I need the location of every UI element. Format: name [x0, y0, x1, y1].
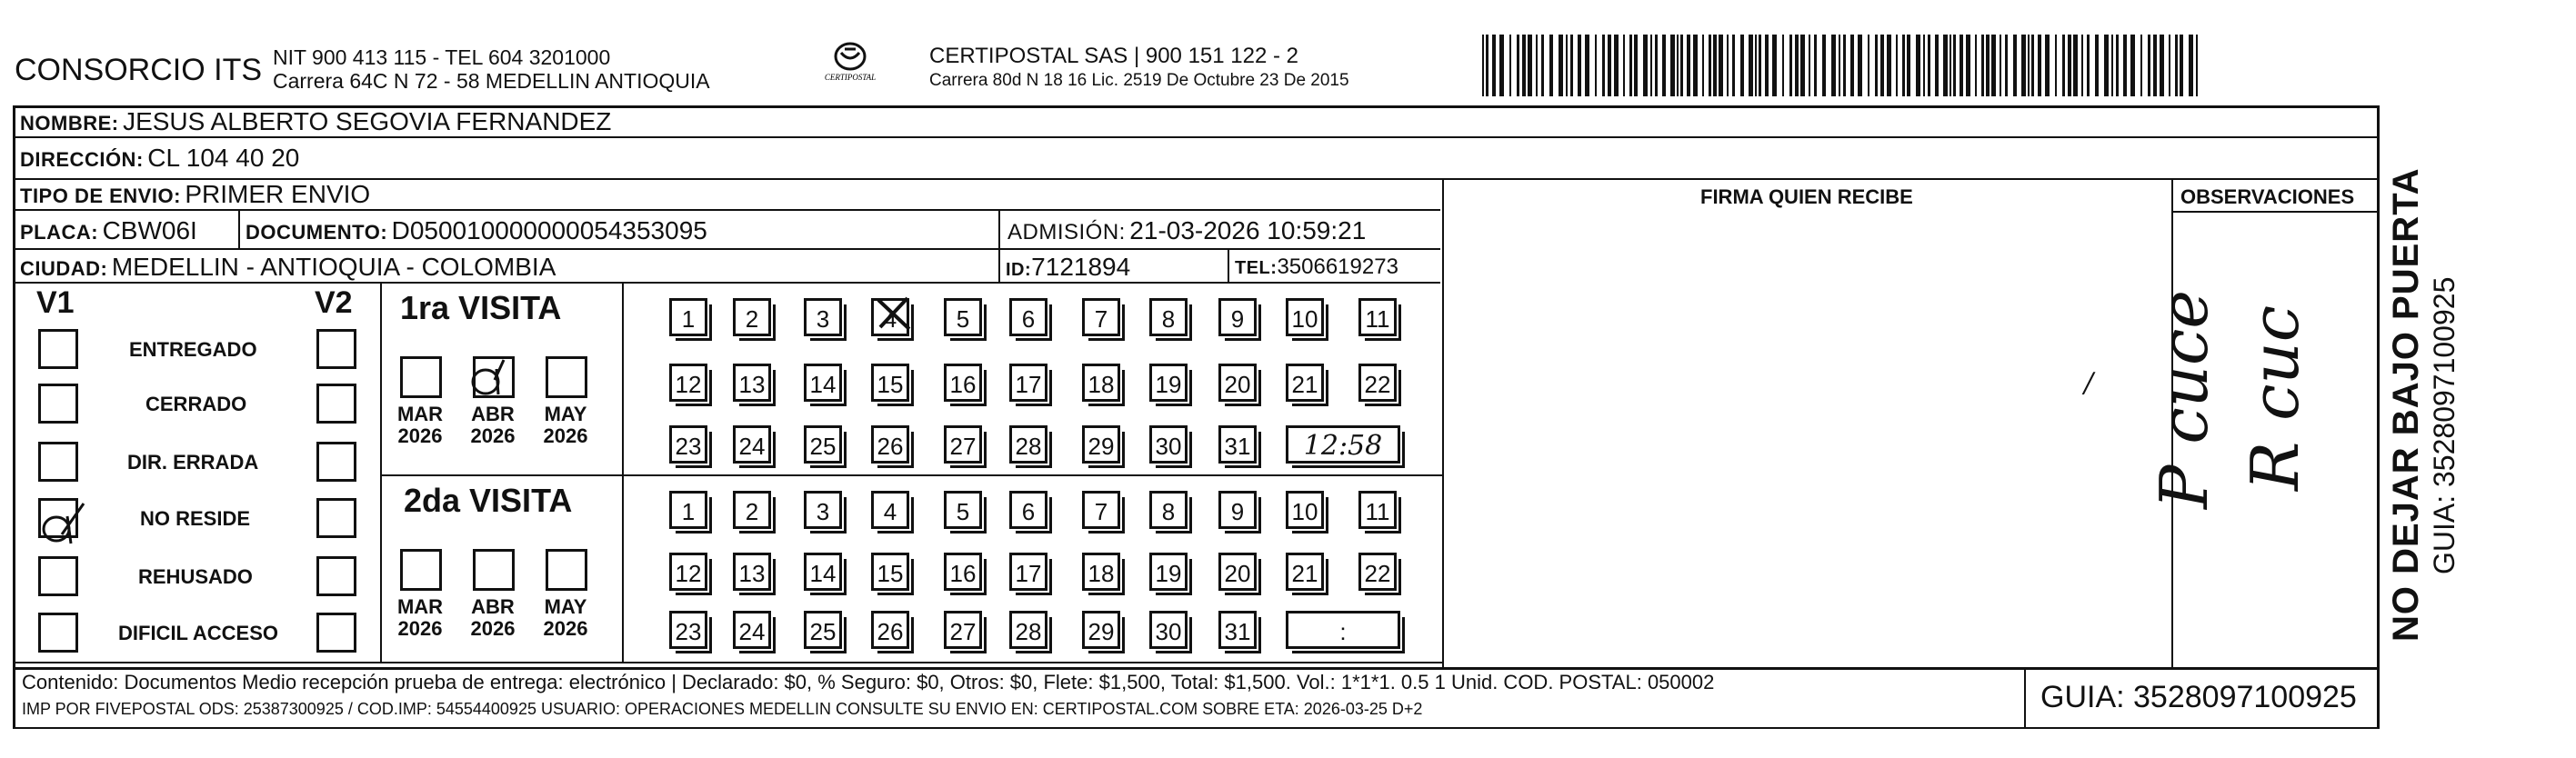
barcode-bar	[1800, 35, 1805, 96]
barcode-bar	[2196, 35, 2198, 96]
barcode-bar	[1916, 35, 1920, 96]
barcode-bar	[1765, 35, 1769, 96]
observaciones-header: OBSERVACIONES	[2180, 185, 2355, 208]
april-handwritten-mark-icon	[464, 353, 518, 404]
barcode-bar	[2104, 35, 2109, 96]
second-day-30[interactable]: 30	[1149, 611, 1188, 649]
first-month-label-2: MAY	[544, 403, 587, 425]
barcode-bar	[1702, 35, 1704, 96]
barcode-bar	[1966, 35, 1970, 96]
second-day-6[interactable]: 6	[1009, 491, 1047, 529]
second-day-10[interactable]: 10	[1286, 491, 1324, 529]
barcode-bar	[1585, 35, 1589, 96]
observaciones-handwriting-2: R cuc	[2237, 304, 2313, 491]
footer-contenido: Contenido: Documentos Medio recepción prueba de entrega: electrónico | Declarado: $0, % Seguro: $0, Otros: $0, Flete: $1,500, Total: $1,500. Vol.: 1*1*1. 0.5 1 Unid. COD. POSTAL: 050002	[22, 671, 1715, 693]
documento-label: DOCUMENTO:	[246, 221, 388, 244]
second-visit-title: 2da VISITA	[404, 482, 573, 519]
ciudad-row	[20, 253, 556, 282]
certipostal-logo-icon	[814, 40, 887, 91]
first-day-31[interactable]: 31	[1218, 425, 1257, 464]
v2-label: V2	[315, 285, 353, 320]
day-4-cross-mark-icon	[871, 293, 917, 336]
status-label-1: CERRADO	[145, 393, 247, 415]
rule-r5	[13, 282, 1440, 284]
barcode-bar	[1986, 35, 1990, 96]
status-label-2: DIR. ERRADA	[127, 451, 259, 474]
first-day-1[interactable]: 1	[669, 298, 707, 336]
barcode-bar	[1549, 35, 1553, 96]
second-day-31[interactable]: 31	[1218, 611, 1257, 649]
barcode-bar	[2189, 35, 2193, 96]
barcode-bar	[1719, 35, 1723, 96]
barcode-bar	[1517, 35, 1519, 96]
footer-imp: IMP POR FIVEPOSTAL ODS: 25387300925 / COD.IMP: 54554400925 USUARIO: OPERACIONES MEDELLIN CONSULTE SU ENVIO EN: CERTIPOSTAL.COM SOBRE ETA: 2026-03-25 D+2	[22, 700, 1423, 718]
barcode-bar	[1772, 35, 1777, 96]
barcode-bar	[2000, 35, 2001, 96]
barcode-bar	[1670, 35, 1675, 96]
barcode-bar	[1662, 35, 1666, 96]
second-day-1[interactable]: 1	[669, 491, 707, 529]
rule-footer-top	[13, 662, 1442, 663]
barcode-bar	[1492, 35, 1496, 96]
v1-checkbox-4[interactable]	[38, 556, 78, 596]
barcode-bar	[1923, 35, 1925, 96]
first-day-14[interactable]: 14	[804, 364, 842, 402]
barcode-icon	[1482, 35, 2205, 96]
v1-checkbox-0[interactable]	[38, 329, 78, 369]
barcode-bar	[1614, 35, 1619, 96]
status-label-0: ENTREGADO	[129, 338, 257, 361]
barcode-bar	[2081, 35, 2083, 96]
v2-checkbox-3[interactable]	[316, 498, 356, 538]
barcode-bar	[1814, 35, 1817, 96]
barcode-bar	[1795, 35, 1799, 96]
barcode-bar	[1623, 35, 1625, 96]
guia-vertical: GUIA: 3528097100925	[2428, 276, 2461, 574]
first-day-2[interactable]: 2	[733, 298, 771, 336]
barcode-bar	[1749, 35, 1753, 96]
barcode-bar	[2095, 35, 2099, 96]
rule-admision	[998, 211, 1000, 282]
barcode-bar	[1713, 35, 1717, 96]
barcode-bar	[1536, 35, 1538, 96]
barcode-bar	[1655, 35, 1658, 96]
second-day-24[interactable]: 24	[733, 611, 771, 649]
barcode-bar	[2031, 35, 2034, 96]
first-time-box[interactable]: 12:58	[1286, 425, 1400, 464]
barcode	[1482, 35, 2205, 96]
second-month-box-0[interactable]	[400, 549, 442, 591]
placa-value: CBW06I	[102, 216, 197, 244]
second-day-4[interactable]: 4	[871, 491, 909, 529]
barcode-bar	[1528, 35, 1532, 96]
second-day-8[interactable]: 8	[1149, 491, 1188, 529]
barcode-bar	[1960, 35, 1963, 96]
barcode-bar	[1559, 35, 1563, 96]
barcode-bar	[2028, 35, 2030, 96]
second-day-22[interactable]: 22	[1358, 553, 1397, 591]
nombre-label: NOMBRE:	[20, 112, 119, 135]
rule-footer-right	[2377, 667, 2380, 729]
barcode-bar	[1880, 35, 1884, 96]
placa-label: PLACA:	[20, 221, 99, 244]
no-reside-check-mark-icon	[35, 498, 93, 549]
placa-row	[20, 216, 197, 245]
rule-r4	[13, 248, 1440, 250]
barcode-bar	[1643, 35, 1648, 96]
firma-stray-mark: /	[2084, 367, 2094, 399]
certipostal-logo	[814, 40, 887, 91]
company-nit: NIT 900 413 115 - TEL 604 3201000	[273, 45, 611, 69]
no-dejar-bajo-puerta: NO DEJAR BAJO PUERTA	[2386, 167, 2426, 642]
second-day-26[interactable]: 26	[871, 611, 909, 649]
first-day-24[interactable]: 24	[733, 425, 771, 464]
barcode-bar	[1486, 35, 1488, 96]
tel-label: TEL:	[1235, 258, 1278, 278]
admision-value: 21-03-2026 10:59:21	[1129, 216, 1367, 244]
first-day-5[interactable]: 5	[944, 298, 982, 336]
barcode-bar	[1634, 35, 1638, 96]
documento-value: D050010000000054353095	[391, 216, 707, 244]
barcode-bar	[2013, 35, 2017, 96]
nombre-value: JESUS ALBERTO SEGOVIA FERNANDEZ	[123, 107, 612, 135]
barcode-bar	[1740, 35, 1744, 96]
first-day-20[interactable]: 20	[1218, 364, 1257, 402]
documento-row	[246, 216, 707, 245]
barcode-bar	[1928, 35, 1930, 96]
second-day-29[interactable]: 29	[1082, 611, 1120, 649]
barcode-bar	[2062, 35, 2065, 96]
v1-checkbox-1[interactable]	[38, 384, 78, 424]
barcode-bar	[1578, 35, 1581, 96]
first-month-label-0: MAR	[396, 403, 444, 425]
barcode-bar	[1782, 35, 1784, 96]
barcode-bar	[2005, 35, 2008, 96]
v2-checkbox-2[interactable]	[316, 442, 356, 482]
barcode-bar	[1732, 35, 1735, 96]
rule-footer-bottom	[13, 727, 2380, 729]
barcode-bar	[1727, 35, 1729, 96]
second-month-label-1: ABR	[471, 595, 515, 618]
v2-checkbox-5[interactable]	[316, 613, 356, 653]
first-day-10[interactable]: 10	[1286, 298, 1324, 336]
barcode-bar	[1595, 35, 1597, 96]
barcode-bar	[2123, 35, 2127, 96]
barcode-bar	[1975, 35, 1977, 96]
status-label-4: REHUSADO	[138, 565, 253, 588]
first-month-box-0[interactable]	[400, 356, 442, 398]
barcode-bar	[1935, 35, 1939, 96]
second-day-25[interactable]: 25	[804, 611, 842, 649]
barcode-bar	[2180, 35, 2183, 96]
v2-checkbox-0[interactable]	[316, 329, 356, 369]
v2-checkbox-1[interactable]	[316, 384, 356, 424]
barcode-bar	[1858, 35, 1862, 96]
barcode-bar	[2153, 35, 2157, 96]
barcode-bar	[2140, 35, 2142, 96]
second-month-box-2[interactable]	[546, 549, 587, 591]
first-day-23[interactable]: 23	[669, 425, 707, 464]
carrier-address: Carrera 80d N 18 16 Lic. 2519 De Octubre 23 De 2015	[929, 71, 1349, 90]
barcode-bar	[1522, 35, 1526, 96]
barcode-bar	[1709, 35, 1711, 96]
first-day-3[interactable]: 3	[804, 298, 842, 336]
id-label: ID:	[1006, 260, 1032, 280]
barcode-bar	[2087, 35, 2090, 96]
first-month-year-1: 2026	[470, 424, 516, 447]
rule-left	[13, 105, 15, 669]
observaciones-handwriting-1: P cuce	[2146, 290, 2222, 509]
first-day-19[interactable]: 19	[1149, 364, 1188, 402]
rule-placa	[238, 211, 240, 248]
barcode-bar	[1850, 35, 1854, 96]
barcode-bar	[1608, 35, 1611, 96]
first-visit-title: 1ra VISITA	[400, 289, 562, 326]
barcode-bar	[1650, 35, 1652, 96]
company-address: Carrera 64C N 72 - 58 MEDELLIN ANTIOQUIA	[273, 69, 710, 93]
direccion-row	[20, 144, 299, 173]
rule-footer-guia	[2024, 667, 2026, 729]
barcode-bar	[1759, 35, 1761, 96]
second-day-3[interactable]: 3	[804, 491, 842, 529]
barcode-bar	[2130, 35, 2135, 96]
second-day-16[interactable]: 16	[944, 553, 982, 591]
barcode-bar	[1907, 35, 1910, 96]
barcode-bar	[2175, 35, 2178, 96]
first-month-box-2[interactable]	[546, 356, 587, 398]
second-month-box-1[interactable]	[473, 549, 515, 591]
barcode-bar	[1943, 35, 1948, 96]
barcode-bar	[1693, 35, 1698, 96]
footer-guia: GUIA: 3528097100925	[2040, 680, 2357, 714]
barcode-bar	[1887, 35, 1891, 96]
first-day-16[interactable]: 16	[944, 364, 982, 402]
rule-footer-left	[13, 667, 15, 729]
rule-firma-left	[1442, 178, 1444, 667]
barcode-bar	[2148, 35, 2150, 96]
barcode-bar	[1755, 35, 1757, 96]
second-day-15[interactable]: 15	[871, 553, 909, 591]
barcode-bar	[2073, 35, 2078, 96]
tel-row	[1235, 254, 1398, 280]
id-row	[1006, 253, 1130, 282]
barcode-bar	[1981, 35, 1984, 96]
first-day-27[interactable]: 27	[944, 425, 982, 464]
second-day-21[interactable]: 21	[1286, 553, 1324, 591]
first-day-13[interactable]: 13	[733, 364, 771, 402]
direccion-value: CL 104 40 20	[147, 144, 300, 172]
rule-obs	[2171, 211, 2377, 213]
second-time-box[interactable]: :	[1286, 611, 1400, 649]
second-day-2[interactable]: 2	[733, 491, 771, 529]
barcode-bar	[1509, 35, 1511, 96]
barcode-bar	[1902, 35, 1905, 96]
barcode-bar	[1839, 35, 1840, 96]
carrier-name: CERTIPOSTAL SAS | 900 151 122 - 2	[929, 44, 1298, 68]
second-day-17[interactable]: 17	[1009, 553, 1047, 591]
tipo-value: PRIMER ENVIO	[185, 180, 371, 208]
barcode-bar	[2116, 35, 2119, 96]
tel-value: 3506619273	[1277, 254, 1398, 279]
rule-r3	[13, 209, 1440, 211]
rule-visits-split	[380, 474, 1442, 476]
rule-right	[2377, 105, 2380, 669]
second-day-5[interactable]: 5	[944, 491, 982, 529]
barcode-bar	[1896, 35, 1898, 96]
second-day-7[interactable]: 7	[1082, 491, 1120, 529]
barcode-bar	[1991, 35, 1996, 96]
first-day-21[interactable]: 21	[1286, 364, 1324, 402]
barcode-bar	[1566, 35, 1568, 96]
barcode-bar	[1677, 35, 1679, 96]
first-day-26[interactable]: 26	[871, 425, 909, 464]
barcode-bar	[2045, 35, 2050, 96]
first-day-8[interactable]: 8	[1149, 298, 1188, 336]
first-day-22[interactable]: 22	[1358, 364, 1397, 402]
second-day-18[interactable]: 18	[1082, 553, 1120, 591]
id-value: 7121894	[1031, 253, 1131, 281]
status-label-3: NO RESIDE	[140, 507, 251, 530]
v1-label: V1	[36, 285, 75, 320]
first-day-30[interactable]: 30	[1149, 425, 1188, 464]
barcode-bar	[1789, 35, 1792, 96]
rule-r1	[13, 136, 2377, 138]
status-label-5: DIFICIL ACCESO	[118, 622, 279, 644]
ciudad-label: CIUDAD:	[20, 257, 108, 280]
second-month-year-0: 2026	[397, 617, 443, 640]
first-day-4[interactable]: 4	[871, 298, 909, 336]
ciudad-value: MEDELLIN - ANTIOQUIA - COLOMBIA	[111, 253, 556, 281]
second-day-13[interactable]: 13	[733, 553, 771, 591]
first-day-28[interactable]: 28	[1009, 425, 1047, 464]
barcode-bar	[2055, 35, 2057, 96]
barcode-bar	[2160, 35, 2164, 96]
first-day-6[interactable]: 6	[1009, 298, 1047, 336]
nombre-row	[20, 107, 611, 136]
barcode-bar	[2038, 35, 2041, 96]
second-day-11[interactable]: 11	[1358, 491, 1397, 529]
second-month-label-2: MAY	[544, 595, 587, 618]
v1-checkbox-2[interactable]	[38, 442, 78, 482]
first-day-7[interactable]: 7	[1082, 298, 1120, 336]
barcode-bar	[1629, 35, 1632, 96]
tipo-row	[20, 180, 370, 209]
barcode-bar	[2021, 35, 2026, 96]
first-day-12[interactable]: 12	[669, 364, 707, 402]
barcode-bar	[1482, 35, 1484, 96]
barcode-bar	[1570, 35, 1573, 96]
admision-label: ADMISIÓN:	[1007, 220, 1126, 244]
barcode-bar	[1687, 35, 1690, 96]
second-month-label-0: MAR	[396, 595, 444, 618]
firma-header: FIRMA QUIEN RECIBE	[1700, 185, 1913, 208]
barcode-bar	[1868, 35, 1869, 96]
second-day-14[interactable]: 14	[804, 553, 842, 591]
first-day-11[interactable]: 11	[1358, 298, 1397, 336]
barcode-bar	[1680, 35, 1683, 96]
second-month-year-1: 2026	[470, 617, 516, 640]
second-day-9[interactable]: 9	[1218, 491, 1257, 529]
barcode-bar	[1822, 35, 1826, 96]
v2-checkbox-4[interactable]	[316, 556, 356, 596]
first-day-18[interactable]: 18	[1082, 364, 1120, 402]
rule-tel	[1228, 248, 1229, 282]
barcode-bar	[1499, 35, 1504, 96]
first-month-year-0: 2026	[397, 424, 443, 447]
first-day-29[interactable]: 29	[1082, 425, 1120, 464]
second-day-28[interactable]: 28	[1009, 611, 1047, 649]
barcode-bar	[2111, 35, 2113, 96]
first-month-year-2: 2026	[543, 424, 588, 447]
tipo-label: TIPO DE ENVIO:	[20, 185, 181, 207]
second-month-year-2: 2026	[543, 617, 588, 640]
second-day-27[interactable]: 27	[944, 611, 982, 649]
rule-months-right	[622, 282, 624, 662]
svg-text:CERTIPOSTAL: CERTIPOSTAL	[824, 73, 877, 82]
second-day-23[interactable]: 23	[669, 611, 707, 649]
barcode-bar	[1843, 35, 1846, 96]
admision-row	[1007, 216, 1366, 245]
barcode-bar	[1950, 35, 1951, 96]
second-day-12[interactable]: 12	[669, 553, 707, 591]
company-name: CONSORCIO ITS	[15, 53, 263, 87]
first-day-25[interactable]: 25	[804, 425, 842, 464]
first-day-9[interactable]: 9	[1218, 298, 1257, 336]
first-day-17[interactable]: 17	[1009, 364, 1047, 402]
barcode-bar	[2068, 35, 2071, 96]
second-day-20[interactable]: 20	[1218, 553, 1257, 591]
barcode-bar	[2169, 35, 2170, 96]
barcode-bar	[1953, 35, 1956, 96]
barcode-bar	[1809, 35, 1810, 96]
first-month-label-1: ABR	[471, 403, 515, 425]
first-day-15[interactable]: 15	[871, 364, 909, 402]
barcode-bar	[1602, 35, 1605, 96]
barcode-bar	[1541, 35, 1544, 96]
direccion-label: DIRECCIÓN:	[20, 148, 144, 171]
rule-status-right	[380, 282, 382, 662]
second-day-19[interactable]: 19	[1149, 553, 1188, 591]
barcode-bar	[1875, 35, 1878, 96]
barcode-bar	[1831, 35, 1836, 96]
v1-checkbox-5[interactable]	[38, 613, 78, 653]
